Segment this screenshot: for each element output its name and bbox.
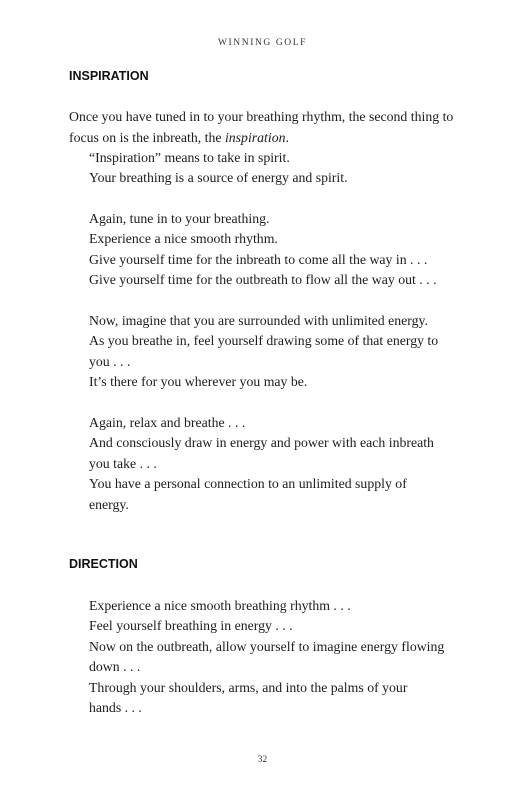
paragraph-line: Give yourself time for the outbreath to flow all the way out . . . — [89, 272, 437, 287]
paragraph-line: Give yourself time for the inbreath to come all the way in . . . — [89, 252, 428, 267]
paragraph-line: Experience a nice smooth breathing rhythm . . . — [89, 598, 351, 613]
paragraph-line: you take . . . — [89, 456, 157, 471]
paragraph-line: Now on the outbreath, allow yourself to imagine energy flowing — [89, 639, 445, 654]
paragraph-line: Through your shoulders, arms, and into the palms of your — [89, 680, 408, 695]
paragraph-line: Your breathing is a source of energy and spirit. — [89, 170, 348, 185]
paragraph-line: Again, relax and breathe . . . — [89, 415, 246, 430]
paragraph-line: down . . . — [89, 659, 141, 674]
paragraph-line: hands . . . — [89, 700, 142, 715]
paragraph-line: energy. — [89, 497, 129, 512]
paragraph-line — [69, 128, 289, 148]
paragraph-line: Again, tune in to your breathing. — [89, 211, 270, 226]
paragraph-line: You have a personal connection to an unlimited supply of — [89, 476, 407, 491]
text-span: . — [285, 130, 289, 145]
paragraph-line: Experience a nice smooth rhythm. — [89, 231, 278, 246]
page-number: 32 — [257, 755, 268, 765]
paragraph-line: It’s there for you wherever you may be. — [89, 374, 308, 389]
paragraph-line: “Inspiration” means to take in spirit. — [89, 150, 290, 165]
section-heading-direction: DIRECTION — [69, 557, 138, 571]
paragraph-line: Once you have tuned in to your breathing rhythm, the second thing to — [69, 109, 454, 124]
running-head: WINNING GOLF — [217, 38, 308, 48]
paragraph-line: And consciously draw in energy and power with each inbreath — [89, 435, 434, 450]
text-span: focus on is the inbreath, the — [69, 130, 225, 145]
paragraph-line: Now, imagine that you are surrounded with unlimited energy. — [89, 313, 428, 328]
emphasis-inspiration: inspiration — [224, 130, 286, 145]
section-heading-inspiration: INSPIRATION — [69, 69, 149, 83]
paragraph-line: you . . . — [89, 354, 131, 369]
paragraph-line: As you breathe in, feel yourself drawing some of that energy to — [89, 333, 439, 348]
paragraph-line: Feel yourself breathing in energy . . . — [89, 618, 293, 633]
